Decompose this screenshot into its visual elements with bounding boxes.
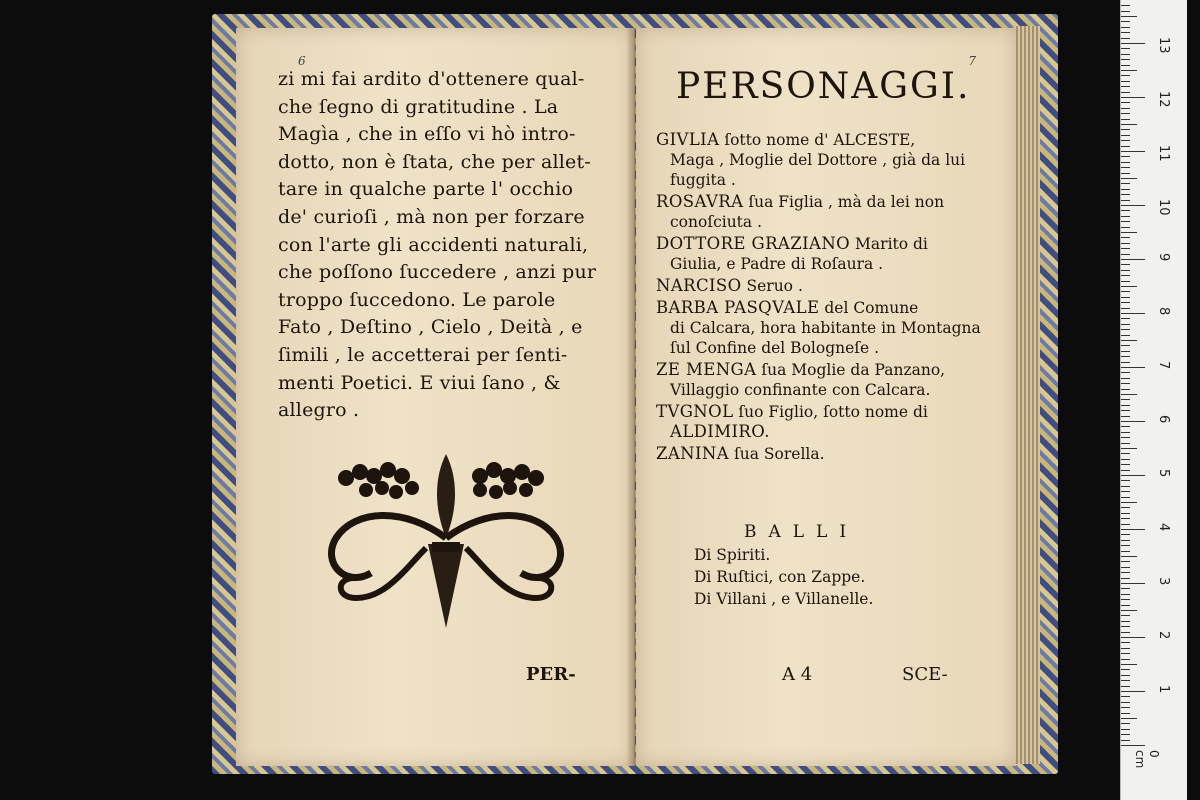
ruler-tick [1121, 32, 1130, 33]
ruler-tick [1121, 178, 1137, 179]
ruler-tick [1121, 146, 1130, 147]
ruler-tick [1121, 335, 1130, 336]
ruler-tick [1121, 405, 1130, 406]
ruler-tick [1121, 43, 1145, 44]
ruler-tick [1121, 680, 1130, 681]
ruler-tick [1121, 540, 1130, 541]
cast-entry [656, 276, 996, 296]
right-catchword: SCE- [902, 664, 948, 685]
ruler-tick [1121, 129, 1130, 130]
text-line: ſimili , le accetterai per ſenti- [278, 343, 568, 366]
ruler-tick [1121, 54, 1130, 55]
ruler-tick [1121, 572, 1130, 573]
ruler-tick [1121, 480, 1130, 481]
character-desc: ſua Sorella. [734, 445, 825, 463]
signature-mark: A 4 [782, 664, 813, 685]
character-desc: ſotto nome d' ALCESTE, [724, 131, 916, 149]
ruler-tick [1121, 416, 1130, 417]
character-desc: Marito di [855, 235, 928, 253]
ruler-tick [1121, 459, 1130, 460]
ruler-tick [1121, 92, 1130, 93]
ruler-number: 12 [1156, 91, 1171, 108]
ruler-number: 5 [1156, 469, 1171, 478]
ballo-item: Di Ruſtici, con Zappe. [694, 568, 866, 586]
ruler-tick [1121, 210, 1130, 211]
text-line: tare in qualche parte l' occhio [278, 178, 574, 201]
ruler-tick [1121, 378, 1130, 379]
ruler-tick [1121, 740, 1130, 741]
ruler-tick [1121, 534, 1130, 535]
ruler-number: 1 [1156, 685, 1171, 694]
ruler-tick [1121, 216, 1130, 217]
ruler-tick [1121, 11, 1130, 12]
ruler-tick [1121, 135, 1130, 136]
ruler-tick [1121, 448, 1137, 449]
ruler-tick [1121, 702, 1130, 703]
ruler-tick [1121, 119, 1130, 120]
ruler-tick [1121, 502, 1137, 503]
ruler-tick [1121, 324, 1130, 325]
ruler-tick [1121, 621, 1130, 622]
ruler-tick [1121, 475, 1145, 476]
ruler-tick [1121, 686, 1130, 687]
ruler-tick [1121, 70, 1137, 71]
text-line: che poſſono ſuccedere , anzi pur [278, 261, 597, 284]
ruler-tick [1121, 200, 1130, 201]
character-name: ZANINA [656, 444, 730, 463]
ruler-tick [1121, 205, 1145, 206]
ruler-tick [1121, 286, 1137, 287]
ruler-tick [1121, 102, 1130, 103]
ruler-tick [1121, 578, 1130, 579]
ruler-tick [1121, 410, 1130, 411]
ruler-tick [1121, 605, 1130, 606]
character-desc: del Comune [824, 299, 919, 317]
ruler-tick [1121, 745, 1145, 746]
ruler-tick [1121, 653, 1130, 654]
ruler-tick [1121, 291, 1130, 292]
ruler-tick [1121, 491, 1130, 492]
ruler-tick [1121, 221, 1130, 222]
cast-entry [656, 234, 996, 274]
character-desc-cont: di Calcara, hora habitante in Montagna ſul Confine del Bologneſe . [670, 319, 981, 357]
ruler-tick [1121, 426, 1130, 427]
text-line: de' curioſi , mà non per forzare [278, 205, 585, 228]
ruler-tick [1121, 464, 1130, 465]
ruler-tick [1121, 340, 1137, 341]
ruler-tick [1121, 615, 1130, 616]
ruler-tick [1121, 65, 1130, 66]
ruler-tick [1121, 140, 1130, 141]
ruler-tick [1121, 556, 1137, 557]
ruler-tick [1121, 723, 1130, 724]
ruler-tick [1121, 167, 1130, 168]
ruler-tick [1121, 394, 1137, 395]
ruler-tick [1121, 237, 1130, 238]
ruler-tick [1121, 248, 1130, 249]
ruler-tick [1121, 659, 1130, 660]
cast-list [656, 130, 996, 466]
ruler-tick [1121, 583, 1145, 584]
ruler-tick [1121, 243, 1130, 244]
ruler-tick [1121, 362, 1130, 363]
cast-entry [656, 192, 996, 232]
ruler-tick [1121, 124, 1137, 125]
balli-list [694, 544, 873, 610]
ruler-tick [1121, 162, 1130, 163]
ruler-tick [1121, 113, 1130, 114]
ruler-tick [1121, 151, 1145, 152]
ruler-tick [1121, 75, 1130, 76]
ruler-tick [1121, 48, 1130, 49]
ruler-tick [1121, 389, 1130, 390]
ruler-tick [1121, 318, 1130, 319]
page-title: PERSONAGGI. [676, 66, 971, 107]
ballo-item: Di Spiriti. [694, 546, 771, 564]
ruler-tick [1121, 189, 1130, 190]
ruler-number: 6 [1156, 415, 1171, 424]
ruler-tick [1121, 529, 1145, 530]
ruler-tick [1121, 97, 1145, 98]
ruler-tick [1121, 664, 1137, 665]
character-desc-cont: Villaggio confinante con Calcara. [670, 381, 931, 399]
ruler-tick [1121, 669, 1130, 670]
ruler-tick [1121, 696, 1130, 697]
ruler-tick [1121, 329, 1130, 330]
ruler-number: 11 [1156, 145, 1171, 162]
ruler-tick [1121, 648, 1130, 649]
measurement-ruler [1120, 0, 1187, 800]
text-line: Magìa , che in eſſo vi hò intro- [278, 123, 576, 146]
cast-entry [656, 130, 996, 190]
left-catchword: PER- [526, 664, 576, 685]
ruler-number: 10 [1156, 199, 1171, 216]
ruler-tick [1121, 232, 1137, 233]
ruler-tick [1121, 594, 1130, 595]
balli-heading: BALLI [744, 522, 859, 542]
text-line: dotto, non è ſtata, che per allet- [278, 150, 591, 173]
ruler-tick [1121, 734, 1130, 735]
ruler-tick [1121, 356, 1130, 357]
ruler-tick [1121, 470, 1130, 471]
ruler-tick [1121, 453, 1130, 454]
ruler-tick [1121, 707, 1130, 708]
page-edges [1012, 26, 1040, 764]
text-line: allegro . [278, 399, 360, 422]
character-desc: ſua Figlia , mà da lei non [748, 193, 945, 211]
ruler-tick [1121, 308, 1130, 309]
ruler-tick [1121, 421, 1145, 422]
character-name: NARCISO [656, 276, 742, 295]
ruler-tick [1121, 372, 1130, 373]
text-line: che ſegno di gratitudine . La [278, 95, 559, 118]
ruler-tick [1121, 524, 1130, 525]
ruler-tick [1121, 486, 1130, 487]
ruler-tick [1121, 626, 1130, 627]
ruler-unit: 0 cm [1133, 750, 1161, 769]
cast-entry [656, 402, 996, 442]
ruler-tick [1121, 588, 1130, 589]
character-desc-cont: ALDIMIRO. [670, 422, 770, 441]
ruler-number: 13 [1156, 37, 1171, 54]
ruler-tick [1121, 21, 1130, 22]
left-page [236, 28, 635, 766]
right-folio: 7 [968, 54, 976, 68]
ruler-tick [1121, 497, 1130, 498]
ruler-tick [1121, 632, 1130, 633]
cast-entry [656, 444, 996, 464]
ruler-tick [1121, 443, 1130, 444]
cast-entry [656, 360, 996, 400]
ruler-tick [1121, 545, 1130, 546]
ruler-number: 8 [1156, 307, 1171, 316]
character-name: GIVLIA [656, 130, 720, 149]
ruler-tick [1121, 281, 1130, 282]
ruler-tick [1121, 259, 1145, 260]
ruler-tick [1121, 5, 1130, 6]
woodcut-ornament [316, 448, 576, 638]
ruler-tick [1121, 108, 1130, 109]
ruler-tick [1121, 561, 1130, 562]
ruler-tick [1121, 173, 1130, 174]
left-body-text [278, 66, 608, 425]
ruler-tick [1121, 399, 1130, 400]
text-line: zi mi fai ardito d'ottenere qual- [278, 68, 585, 90]
character-desc-cont: conoſciuta . [670, 213, 763, 231]
text-line: con l'arte gli accidenti naturali, [278, 233, 589, 256]
left-folio: 6 [298, 54, 306, 68]
character-name: ROSAVRA [656, 192, 744, 211]
ruler-tick [1121, 637, 1145, 638]
ruler-tick [1121, 691, 1145, 692]
ruler-tick [1121, 27, 1130, 28]
ruler-tick [1121, 227, 1130, 228]
character-name: TVGNOL [656, 402, 734, 421]
ruler-tick [1121, 432, 1130, 433]
character-desc-cont: Giulia, e Padre di Roſaura . [670, 255, 884, 273]
ruler-number: 7 [1156, 361, 1171, 370]
ruler-tick [1121, 16, 1137, 17]
ruler-tick [1121, 437, 1130, 438]
ruler-tick [1121, 567, 1130, 568]
ruler-tick [1121, 86, 1130, 87]
ruler-tick [1121, 264, 1130, 265]
ruler-tick [1121, 275, 1130, 276]
ruler-tick [1121, 507, 1130, 508]
cast-entry [656, 298, 996, 358]
character-desc-cont: Maga , Moglie del Dottore , già da lui fuggita . [670, 151, 966, 189]
ruler-tick [1121, 183, 1130, 184]
ruler-number: 3 [1156, 577, 1171, 586]
ruler-number: 4 [1156, 523, 1171, 532]
ruler-tick [1121, 194, 1130, 195]
ruler-tick [1121, 551, 1130, 552]
right-page [636, 28, 1016, 766]
character-desc: Seruo . [746, 277, 803, 295]
ruler-tick [1121, 254, 1130, 255]
ruler-tick [1121, 513, 1130, 514]
ruler-tick [1121, 675, 1130, 676]
ruler-number: 2 [1156, 631, 1171, 640]
character-desc: ſuo Figlio, ſotto nome di [738, 403, 928, 421]
character-name: DOTTORE GRAZIANO [656, 234, 851, 253]
ruler-tick [1121, 59, 1130, 60]
ruler-tick [1121, 642, 1130, 643]
ruler-tick [1121, 156, 1130, 157]
ruler-tick [1121, 345, 1130, 346]
text-line: Fato , Deſtino , Cielo , Deità , e [278, 316, 583, 339]
ruler-tick [1121, 599, 1130, 600]
text-line: troppo ſuccedono. Le parole [278, 288, 556, 311]
character-desc: ſua Moglie da Panzano, [761, 361, 946, 379]
ruler-tick [1121, 518, 1130, 519]
character-name: BARBA PASQVALE [656, 298, 820, 317]
ruler-tick [1121, 718, 1137, 719]
ruler-tick [1121, 270, 1130, 271]
ruler-tick [1121, 297, 1130, 298]
ruler-number: 9 [1156, 253, 1171, 262]
ruler-tick [1121, 610, 1137, 611]
ruler-tick [1121, 351, 1130, 352]
ruler-tick [1121, 383, 1130, 384]
ruler-tick [1121, 302, 1130, 303]
ruler-tick [1121, 367, 1145, 368]
ruler-tick [1121, 713, 1130, 714]
ruler-tick [1121, 38, 1130, 39]
ruler-tick [1121, 313, 1145, 314]
text-line: menti Poetici. E viui ſano , & [278, 371, 561, 394]
ballo-item: Di Villani , e Villanelle. [694, 590, 874, 608]
ruler-tick [1121, 81, 1130, 82]
character-name: ZE MENGA [656, 360, 757, 379]
ruler-tick [1121, 729, 1130, 730]
